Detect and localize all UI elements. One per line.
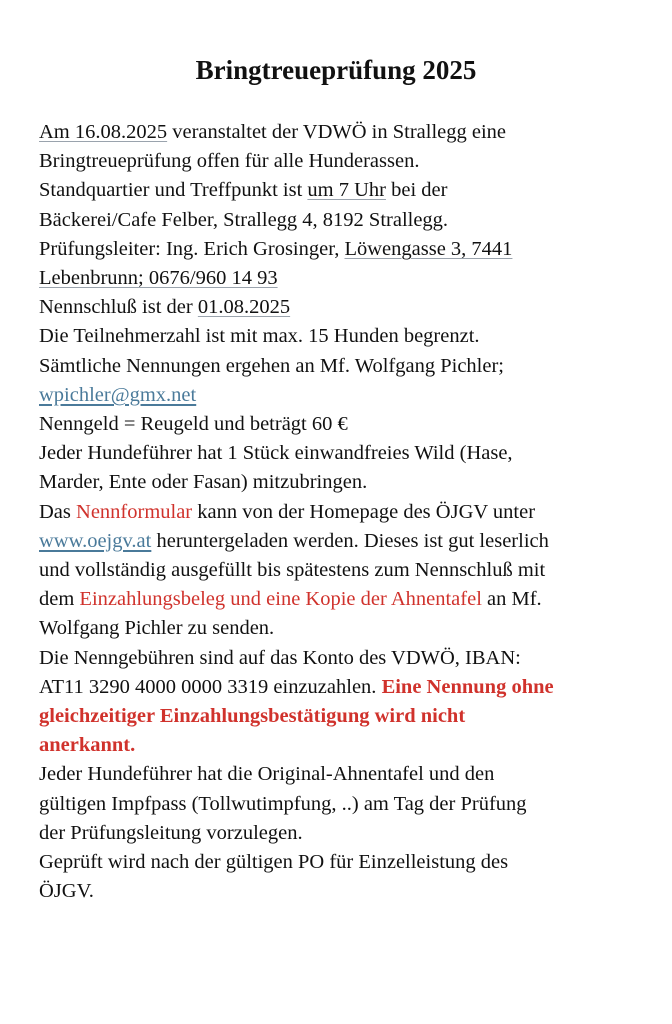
text-line — [39, 293, 659, 322]
text-line — [39, 498, 659, 527]
text-line — [39, 439, 659, 468]
text-line — [39, 556, 659, 585]
text-line — [39, 673, 659, 702]
text-segment: der Prüfungsleitung vorzulegen. — [39, 821, 303, 844]
text-segment: Bringtreueprüfung offen für alle Hunderassen. — [39, 150, 420, 173]
text-line — [39, 877, 659, 906]
text-line — [39, 468, 659, 497]
text-segment: Das — [39, 500, 77, 523]
underlined-text: Löwengasse 3, 7441 — [344, 237, 513, 260]
text-line — [39, 790, 659, 819]
text-segment: Standquartier und Treffpunkt ist — [39, 179, 308, 202]
text-line — [39, 644, 659, 673]
text-segment: Marder, Ente oder Fasan) mitzubringen. — [39, 471, 368, 494]
text-segment: AT11 3290 4000 0000 3319 einzuzahlen. — [39, 675, 382, 698]
document-title: Bringtreueprüfung 2025 — [195, 55, 477, 85]
document-body — [39, 118, 659, 906]
text-segment: gültigen Impfpass (Tollwutimpfung, ..) am Tag der Prüfung — [39, 792, 527, 815]
text-line — [39, 264, 659, 293]
text-line — [39, 206, 659, 235]
text-segment: Die Teilnehmerzahl ist mit max. 15 Hunden begrenzt. — [39, 325, 480, 348]
text-line — [39, 147, 659, 176]
text-line — [39, 614, 659, 643]
text-line — [39, 352, 659, 381]
text-segment: Jeder Hundeführer hat die Original-Ahnentafel und den — [39, 763, 495, 786]
text-line — [39, 585, 659, 614]
text-line — [39, 760, 659, 789]
text-line — [39, 118, 659, 147]
hyperlink[interactable]: wpichler@gmx.net — [39, 383, 197, 406]
underlined-text: Am 16.08.2025 — [39, 121, 168, 143]
text-line — [39, 322, 659, 351]
highlighted-text: Einzahlungsbeleg und eine Kopie der Ahnentafel — [79, 588, 482, 611]
text-segment: veranstaltet der VDWÖ in Strallegg eine — [167, 121, 507, 143]
text-segment: Prüfungsleiter: Ing. Erich Grosinger, — [39, 237, 345, 260]
text-segment: Nennschluß ist der — [39, 296, 198, 319]
text-segment: Nenngeld = Reugeld und beträgt 60 € — [39, 413, 348, 436]
underlined-text: 01.08.2025 — [197, 296, 291, 319]
text-segment: Wolfgang Pichler zu senden. — [39, 617, 275, 640]
text-line — [39, 176, 659, 205]
text-segment: Die Nenngebühren sind auf das Konto des VDWÖ, IBAN: — [39, 646, 521, 669]
hyperlink[interactable]: www.oejgv.at — [39, 529, 152, 552]
text-line — [39, 848, 659, 877]
text-segment: an Mf. — [481, 588, 542, 611]
text-line — [39, 235, 659, 264]
text-line — [39, 731, 659, 760]
highlighted-text: Nennformular — [76, 500, 193, 523]
text-line — [39, 819, 659, 848]
text-segment: Jeder Hundeführer hat 1 Stück einwandfreies Wild (Hase, — [39, 442, 513, 465]
text-segment: heruntergeladen werden. Dieses ist gut leserlich — [151, 529, 549, 552]
text-segment: und vollständig ausgefüllt bis spätestens zum Nennschluß mit — [39, 559, 546, 582]
warning-text: Eine Nennung ohne — [381, 675, 554, 698]
underlined-text: Lebenbrunn; 0676/960 14 93 — [39, 267, 278, 290]
text-segment: kann von der Homepage des ÖJGV unter — [192, 500, 536, 523]
text-segment: Bäckerei/Cafe Felber, Strallegg 4, 8192 Strallegg. — [39, 208, 449, 231]
text-line — [39, 527, 659, 556]
text-line — [39, 702, 659, 731]
text-line — [39, 381, 659, 410]
underlined-text: um 7 Uhr — [307, 179, 386, 202]
text-line — [39, 410, 659, 439]
warning-text: gleichzeitiger Einzahlungsbestätigung wird nicht — [39, 705, 466, 728]
text-segment: Geprüft wird nach der gültigen PO für Einzelleistung des — [39, 851, 509, 874]
text-segment: bei der — [385, 179, 448, 202]
warning-text: anerkannt. — [39, 734, 136, 757]
text-segment: dem — [39, 588, 80, 611]
text-segment: Sämtliche Nennungen ergehen an Mf. Wolfgang Pichler; — [39, 354, 504, 377]
text-segment: ÖJGV. — [39, 880, 94, 903]
